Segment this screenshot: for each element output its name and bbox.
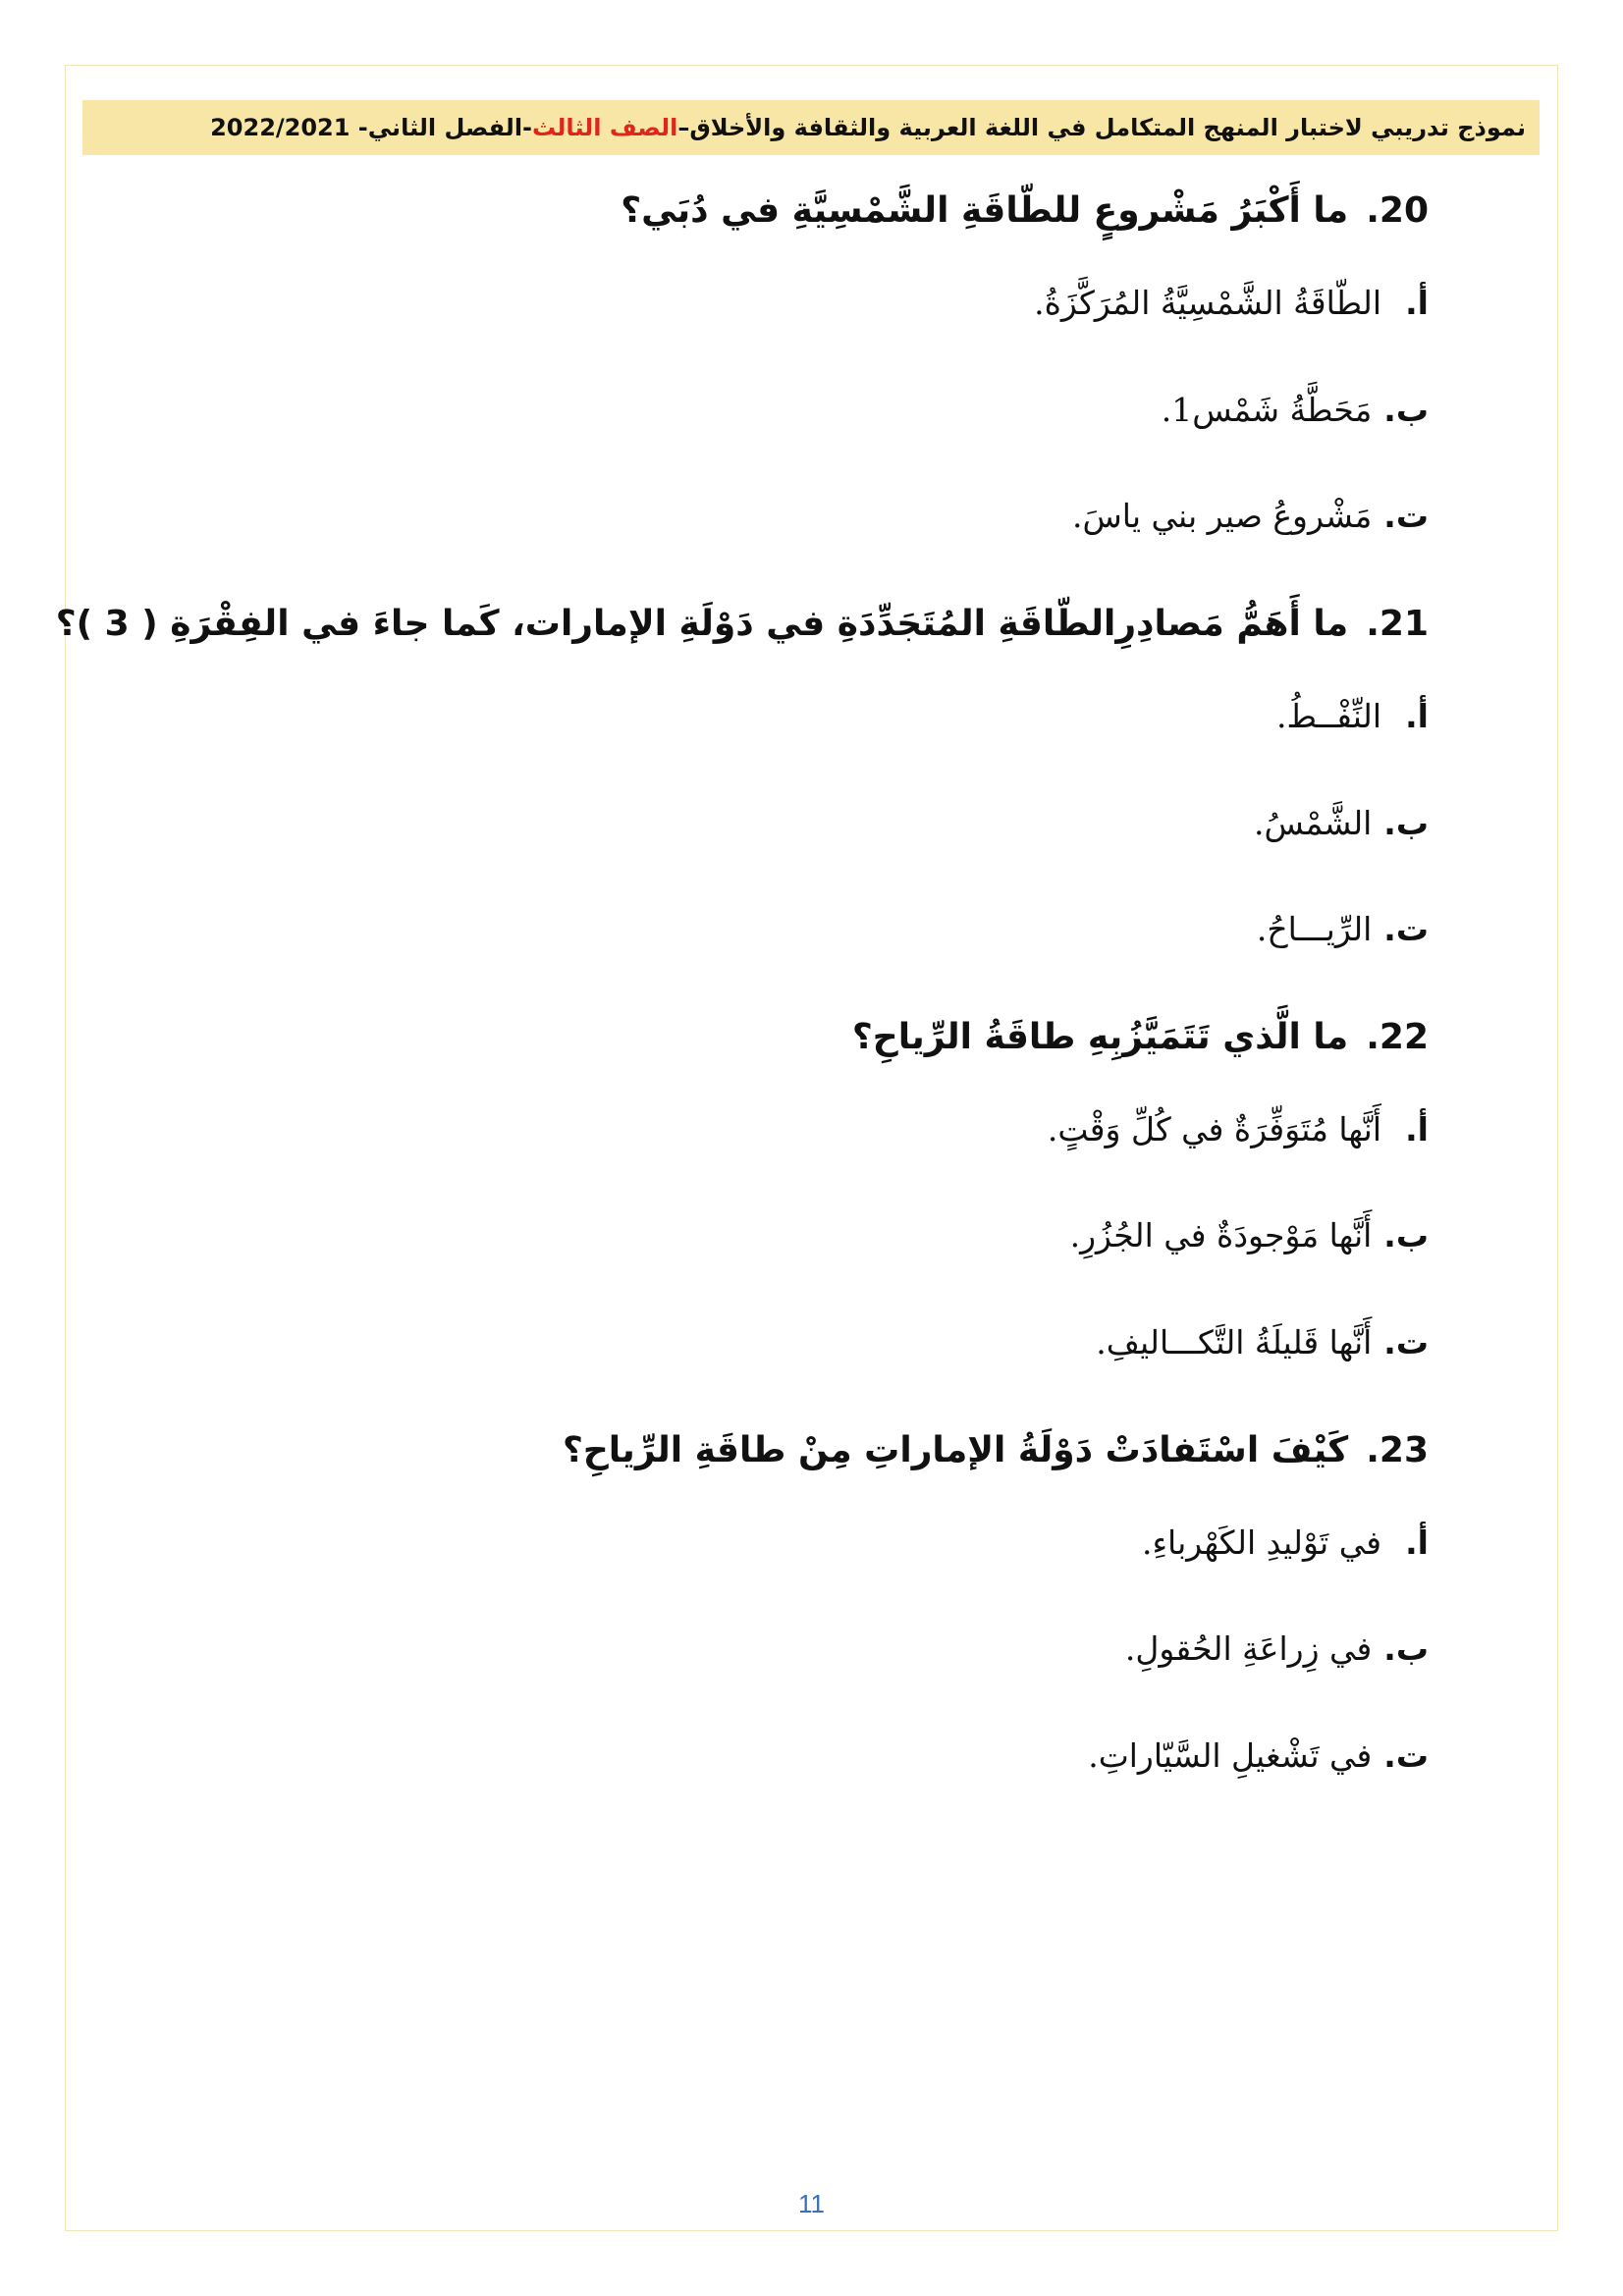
option-text: الشَّمْسُ. <box>1253 803 1373 842</box>
option-b <box>152 388 1429 433</box>
question-20 <box>152 187 1429 236</box>
question-number: 22. <box>1366 1016 1429 1057</box>
question-text: ما الَّذي تَتَمَيَّزُبِهِ طاقَةُ الرِّياحِ؟ <box>851 1016 1349 1057</box>
option-text: النِّفْــطُ. <box>1275 697 1381 736</box>
option-letter: ب. <box>1383 1216 1429 1255</box>
option-text: الطّاقَةُ الشَّمْسِيَّةُ المُرَكَّزَةُ. <box>1034 284 1381 323</box>
option-text: في تَشْغيلِ السَّيّاراتِ. <box>1088 1735 1373 1775</box>
question-22 <box>152 1013 1429 1062</box>
option-b <box>152 1627 1429 1672</box>
question-22-options <box>152 1107 1429 1365</box>
question-number: 20. <box>1366 190 1429 231</box>
option-t <box>152 1734 1429 1779</box>
option-text: في تَوْليدِ الكَهْرباءِ. <box>1142 1523 1381 1563</box>
option-a <box>152 694 1429 739</box>
option-letter: ب. <box>1383 390 1429 429</box>
header-prefix: نموذج تدريبي لاختبار المنهج المتكامل في اللغة العربية والثقافة والأخلاق– <box>677 114 1526 141</box>
option-letter: ب. <box>1383 1629 1429 1669</box>
option-t <box>152 907 1429 952</box>
question-23 <box>152 1426 1429 1475</box>
option-text: في زِراعَةِ الحُقولِ. <box>1124 1629 1373 1669</box>
option-text: أَنَّها مُتَوَفِّرَةٌ في كُلِّ وَقْتٍ. <box>1047 1110 1381 1149</box>
question-21 <box>55 600 1429 649</box>
question-23-options <box>152 1521 1429 1779</box>
question-number: 23. <box>1366 1429 1429 1470</box>
option-t <box>152 1320 1429 1365</box>
option-letter: ت. <box>1383 909 1429 948</box>
option-letter: أ. <box>1405 1523 1429 1563</box>
question-number: 21. <box>1366 603 1429 644</box>
option-a <box>152 281 1429 326</box>
page-number: 11 <box>798 2189 825 2218</box>
option-letter: ت. <box>1383 1735 1429 1775</box>
option-letter: أ. <box>1405 284 1429 323</box>
header-grade: الصف الثالث <box>532 114 678 141</box>
question-21-options <box>152 694 1429 952</box>
option-letter: ت. <box>1383 496 1429 535</box>
option-b <box>152 801 1429 846</box>
question-20-options <box>152 281 1429 539</box>
question-text: ما أَكْبَرُ مَشْروعٍ للطّاقَةِ الشَّمْسِيَّةِ في دُبَي؟ <box>621 190 1349 231</box>
option-letter: أ. <box>1405 1110 1429 1149</box>
option-a <box>152 1521 1429 1566</box>
option-letter: أ. <box>1405 697 1429 736</box>
option-text: مَشْروعُ صير بني ياسَ. <box>1072 496 1373 535</box>
option-a <box>152 1107 1429 1152</box>
page-header <box>82 100 1540 155</box>
option-letter: ب. <box>1383 803 1429 842</box>
question-text: ما أَهَمُّ مَصادِرِالطّاقَةِ المُتَجَدِّدَةِ في دَوْلَةِ الإمارات، كَما جاءَ في الفِقْرَةِ ( 3 )؟ <box>55 603 1349 644</box>
option-b <box>152 1213 1429 1258</box>
question-text: كَيْفَ اسْتَفادَتْ دَوْلَةُ الإماراتِ مِنْ طاقَةِ الرِّياحِ؟ <box>562 1429 1349 1470</box>
option-text: الرِّيـــاحُ. <box>1256 909 1373 948</box>
header-suffix: -الفصل الثاني- 2022/2021 <box>210 114 533 141</box>
option-letter: ت. <box>1383 1322 1429 1362</box>
option-text: أَنَّها قَليلَةُ التَّكـــاليفِ. <box>1096 1322 1373 1362</box>
option-text: أَنَّها مَوْجودَةٌ في الجُزُرِ. <box>1069 1216 1373 1255</box>
option-t <box>152 494 1429 539</box>
questions-list <box>55 187 1429 1840</box>
option-text: مَحَطَّةُ شَمْس1. <box>1161 390 1373 429</box>
